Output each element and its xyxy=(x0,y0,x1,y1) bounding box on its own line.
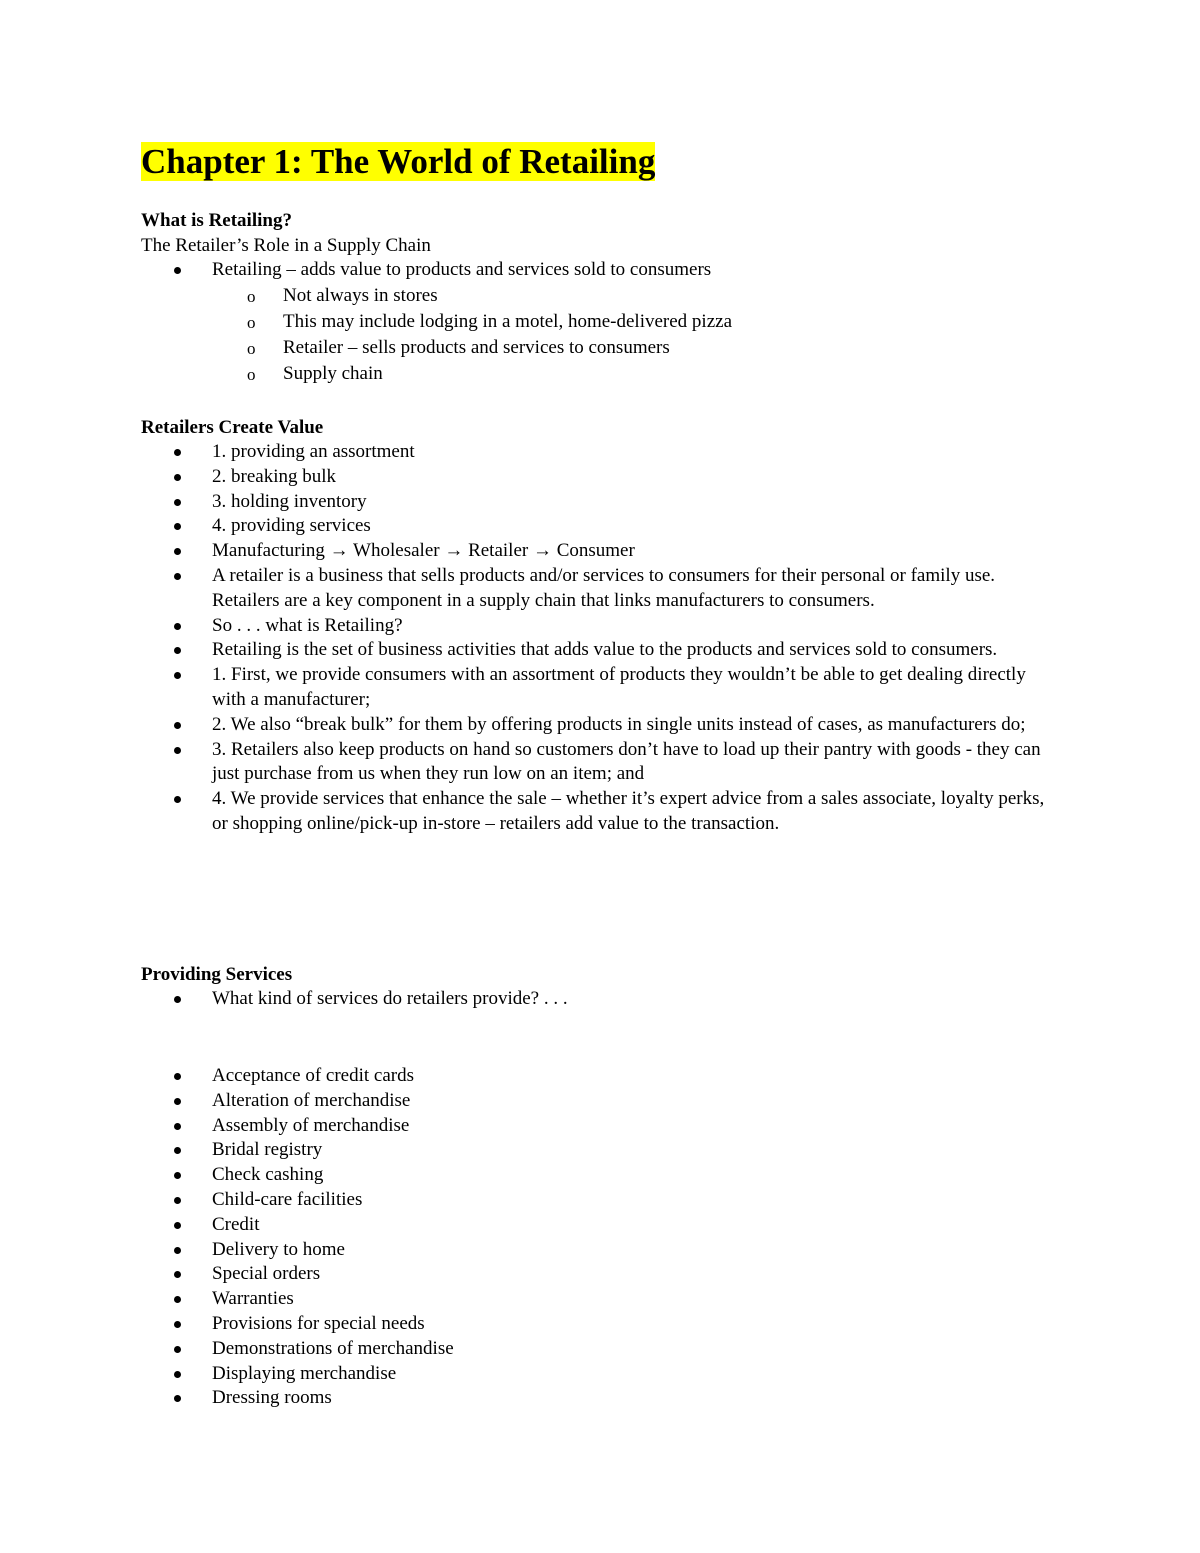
list-item xyxy=(141,1312,1061,1337)
list-item xyxy=(141,1386,1061,1411)
list-item-text: 2. breaking bulk xyxy=(212,465,337,487)
list-item-text: Check cashing xyxy=(212,1164,324,1186)
list-item-text: Bridal registry xyxy=(212,1139,323,1161)
list-item xyxy=(141,713,1061,738)
section-heading: Retailers Create Value xyxy=(141,417,324,438)
list-item xyxy=(141,1188,1061,1213)
bullet-icon xyxy=(174,548,181,555)
list-item-text: A retailer is a business that sells products and/or services to consumers for their personal or family use. Retailers are a key component in a supply chain that links manufacturers to consumers. xyxy=(212,564,996,611)
bullet-icon xyxy=(174,647,181,654)
bullet-icon xyxy=(174,1147,181,1154)
list-item xyxy=(141,440,1061,465)
section-heading: Providing Services xyxy=(141,964,293,985)
list-item-text: Warranties xyxy=(212,1288,294,1310)
list-item-text: 1. providing an assortment xyxy=(212,441,415,462)
list-item xyxy=(141,738,1061,788)
list-item-text: Retailing is the set of business activities that adds value to the products and services sold to consumers. xyxy=(212,639,998,661)
list-item-text: Acceptance of credit cards xyxy=(212,1065,415,1086)
sub-list-item-text: Retailer – sells products and services to consumers xyxy=(283,336,670,358)
sub-list-item-text: Not always in stores xyxy=(283,284,438,306)
sub-list-item xyxy=(141,335,1061,361)
list-item xyxy=(141,465,1061,490)
bullet-icon xyxy=(174,672,181,679)
bullet-icon xyxy=(174,1371,181,1378)
list-item-text: Demonstrations of merchandise xyxy=(212,1337,454,1359)
list-item xyxy=(141,1262,1061,1287)
circle-bullet-icon: o xyxy=(247,364,256,384)
circle-bullet-icon: o xyxy=(247,338,256,358)
bullet-icon xyxy=(174,1222,181,1229)
list-item-text: Retailing – adds value to products and services sold to consumers xyxy=(212,259,712,280)
bullet-icon xyxy=(174,796,181,803)
section-retailers-create-value xyxy=(141,415,1061,837)
sub-list-item-text: This may include lodging in a motel, home-delivered pizza xyxy=(283,310,733,332)
list-item xyxy=(141,514,1061,539)
list-item-text: Provisions for special needs xyxy=(212,1312,425,1334)
bullet-icon xyxy=(174,1321,181,1328)
list-item-text: Displaying merchandise xyxy=(212,1362,397,1384)
list-item-text: 4. We provide services that enhance the sale – whether it’s expert advice from a sales associate, loyalty perks, or shopping online/pick-up in-store – retailers add value to the transaction. xyxy=(212,788,1045,834)
bullet-icon xyxy=(174,1172,181,1179)
bullet-icon xyxy=(174,1123,181,1130)
list-item-text: Dressing rooms xyxy=(212,1387,332,1409)
bullet-icon xyxy=(174,573,181,580)
list-item xyxy=(141,987,1061,1012)
list-item-text: Special orders xyxy=(212,1263,321,1285)
list-item xyxy=(141,490,1061,515)
bullet-icon xyxy=(174,1247,181,1254)
bullet-icon xyxy=(174,623,181,630)
list-item-text: Alteration of merchandise xyxy=(212,1089,411,1111)
list-item-text: Manufacturing → Wholesaler → Retailer → Consumer xyxy=(212,540,635,562)
list-item xyxy=(141,1287,1061,1312)
bullet-list xyxy=(141,440,1061,837)
bullet-icon xyxy=(174,1395,181,1402)
section-what-is-retailing xyxy=(141,208,1061,387)
bullet-icon xyxy=(174,523,181,530)
list-item xyxy=(141,1114,1061,1139)
list-item-text: 4. providing services xyxy=(212,515,371,537)
bullet-icon xyxy=(174,1296,181,1303)
list-item-text: 3. Retailers also keep products on hand so customers don’t have to load up their pantry with goods - they can just purchase from us when they run low on an item; and xyxy=(212,738,1041,785)
sub-list-item-text: Supply chain xyxy=(283,362,383,384)
services-list xyxy=(141,1064,1061,1411)
list-item xyxy=(141,1337,1061,1362)
list-item xyxy=(141,1138,1061,1163)
list-item-text: 3. holding inventory xyxy=(212,490,367,512)
sub-bullet-list xyxy=(141,283,1061,387)
bullet-icon xyxy=(174,1346,181,1353)
list-item-text: Delivery to home xyxy=(212,1238,345,1260)
list-item xyxy=(141,1064,1061,1089)
bullet-icon xyxy=(174,449,181,456)
list-item-text: Child-care facilities xyxy=(212,1188,363,1210)
list-item xyxy=(141,1089,1061,1114)
list-item xyxy=(141,1238,1061,1263)
bullet-icon xyxy=(174,747,181,754)
list-item-text: 1. First, we provide consumers with an assortment of products they wouldn’t be able to get dealing directly with a manufacturer; xyxy=(212,664,1026,710)
bullet-icon xyxy=(174,1271,181,1278)
circle-bullet-icon: o xyxy=(247,286,256,306)
list-item-text: Assembly of merchandise xyxy=(212,1114,410,1136)
list-item xyxy=(141,663,1061,713)
bullet-list xyxy=(141,987,1061,1012)
bullet-icon xyxy=(174,1098,181,1105)
bullet-icon xyxy=(174,499,181,506)
list-item xyxy=(141,787,1061,837)
bullet-icon xyxy=(174,996,181,1003)
subheading: The Retailer’s Role in a Supply Chain xyxy=(141,235,431,256)
page-title xyxy=(141,140,655,184)
services-list-section xyxy=(141,1064,1061,1411)
list-item-text: So . . . what is Retailing? xyxy=(212,614,403,636)
list-item xyxy=(141,1362,1061,1387)
bullet-icon xyxy=(174,474,181,481)
bullet-icon xyxy=(174,267,181,274)
sub-list-item xyxy=(141,309,1061,335)
list-item xyxy=(141,638,1061,663)
list-item-text: What kind of services do retailers provide? . . . xyxy=(212,988,568,1009)
list-item xyxy=(141,614,1061,639)
section-providing-services xyxy=(141,962,1061,1012)
list-item xyxy=(141,539,1061,564)
list-item xyxy=(141,1163,1061,1188)
bullet-icon xyxy=(174,722,181,729)
bullet-icon xyxy=(174,1073,181,1080)
circle-bullet-icon: o xyxy=(247,312,256,332)
list-item xyxy=(141,564,1061,614)
list-item xyxy=(141,1213,1061,1238)
bullet-icon xyxy=(174,1197,181,1204)
sub-list-item xyxy=(141,283,1061,309)
bullet-list xyxy=(141,258,1061,283)
list-item-text: Credit xyxy=(212,1213,260,1235)
list-item xyxy=(141,258,1061,283)
list-item-text: 2. We also “break bulk” for them by offering products in single units instead of cases, as manufacturers do; xyxy=(212,713,1026,735)
title-highlight: Chapter 1: The World of Retailing xyxy=(141,142,656,181)
section-heading: What is Retailing? xyxy=(141,210,292,231)
sub-list-item xyxy=(141,361,1061,387)
